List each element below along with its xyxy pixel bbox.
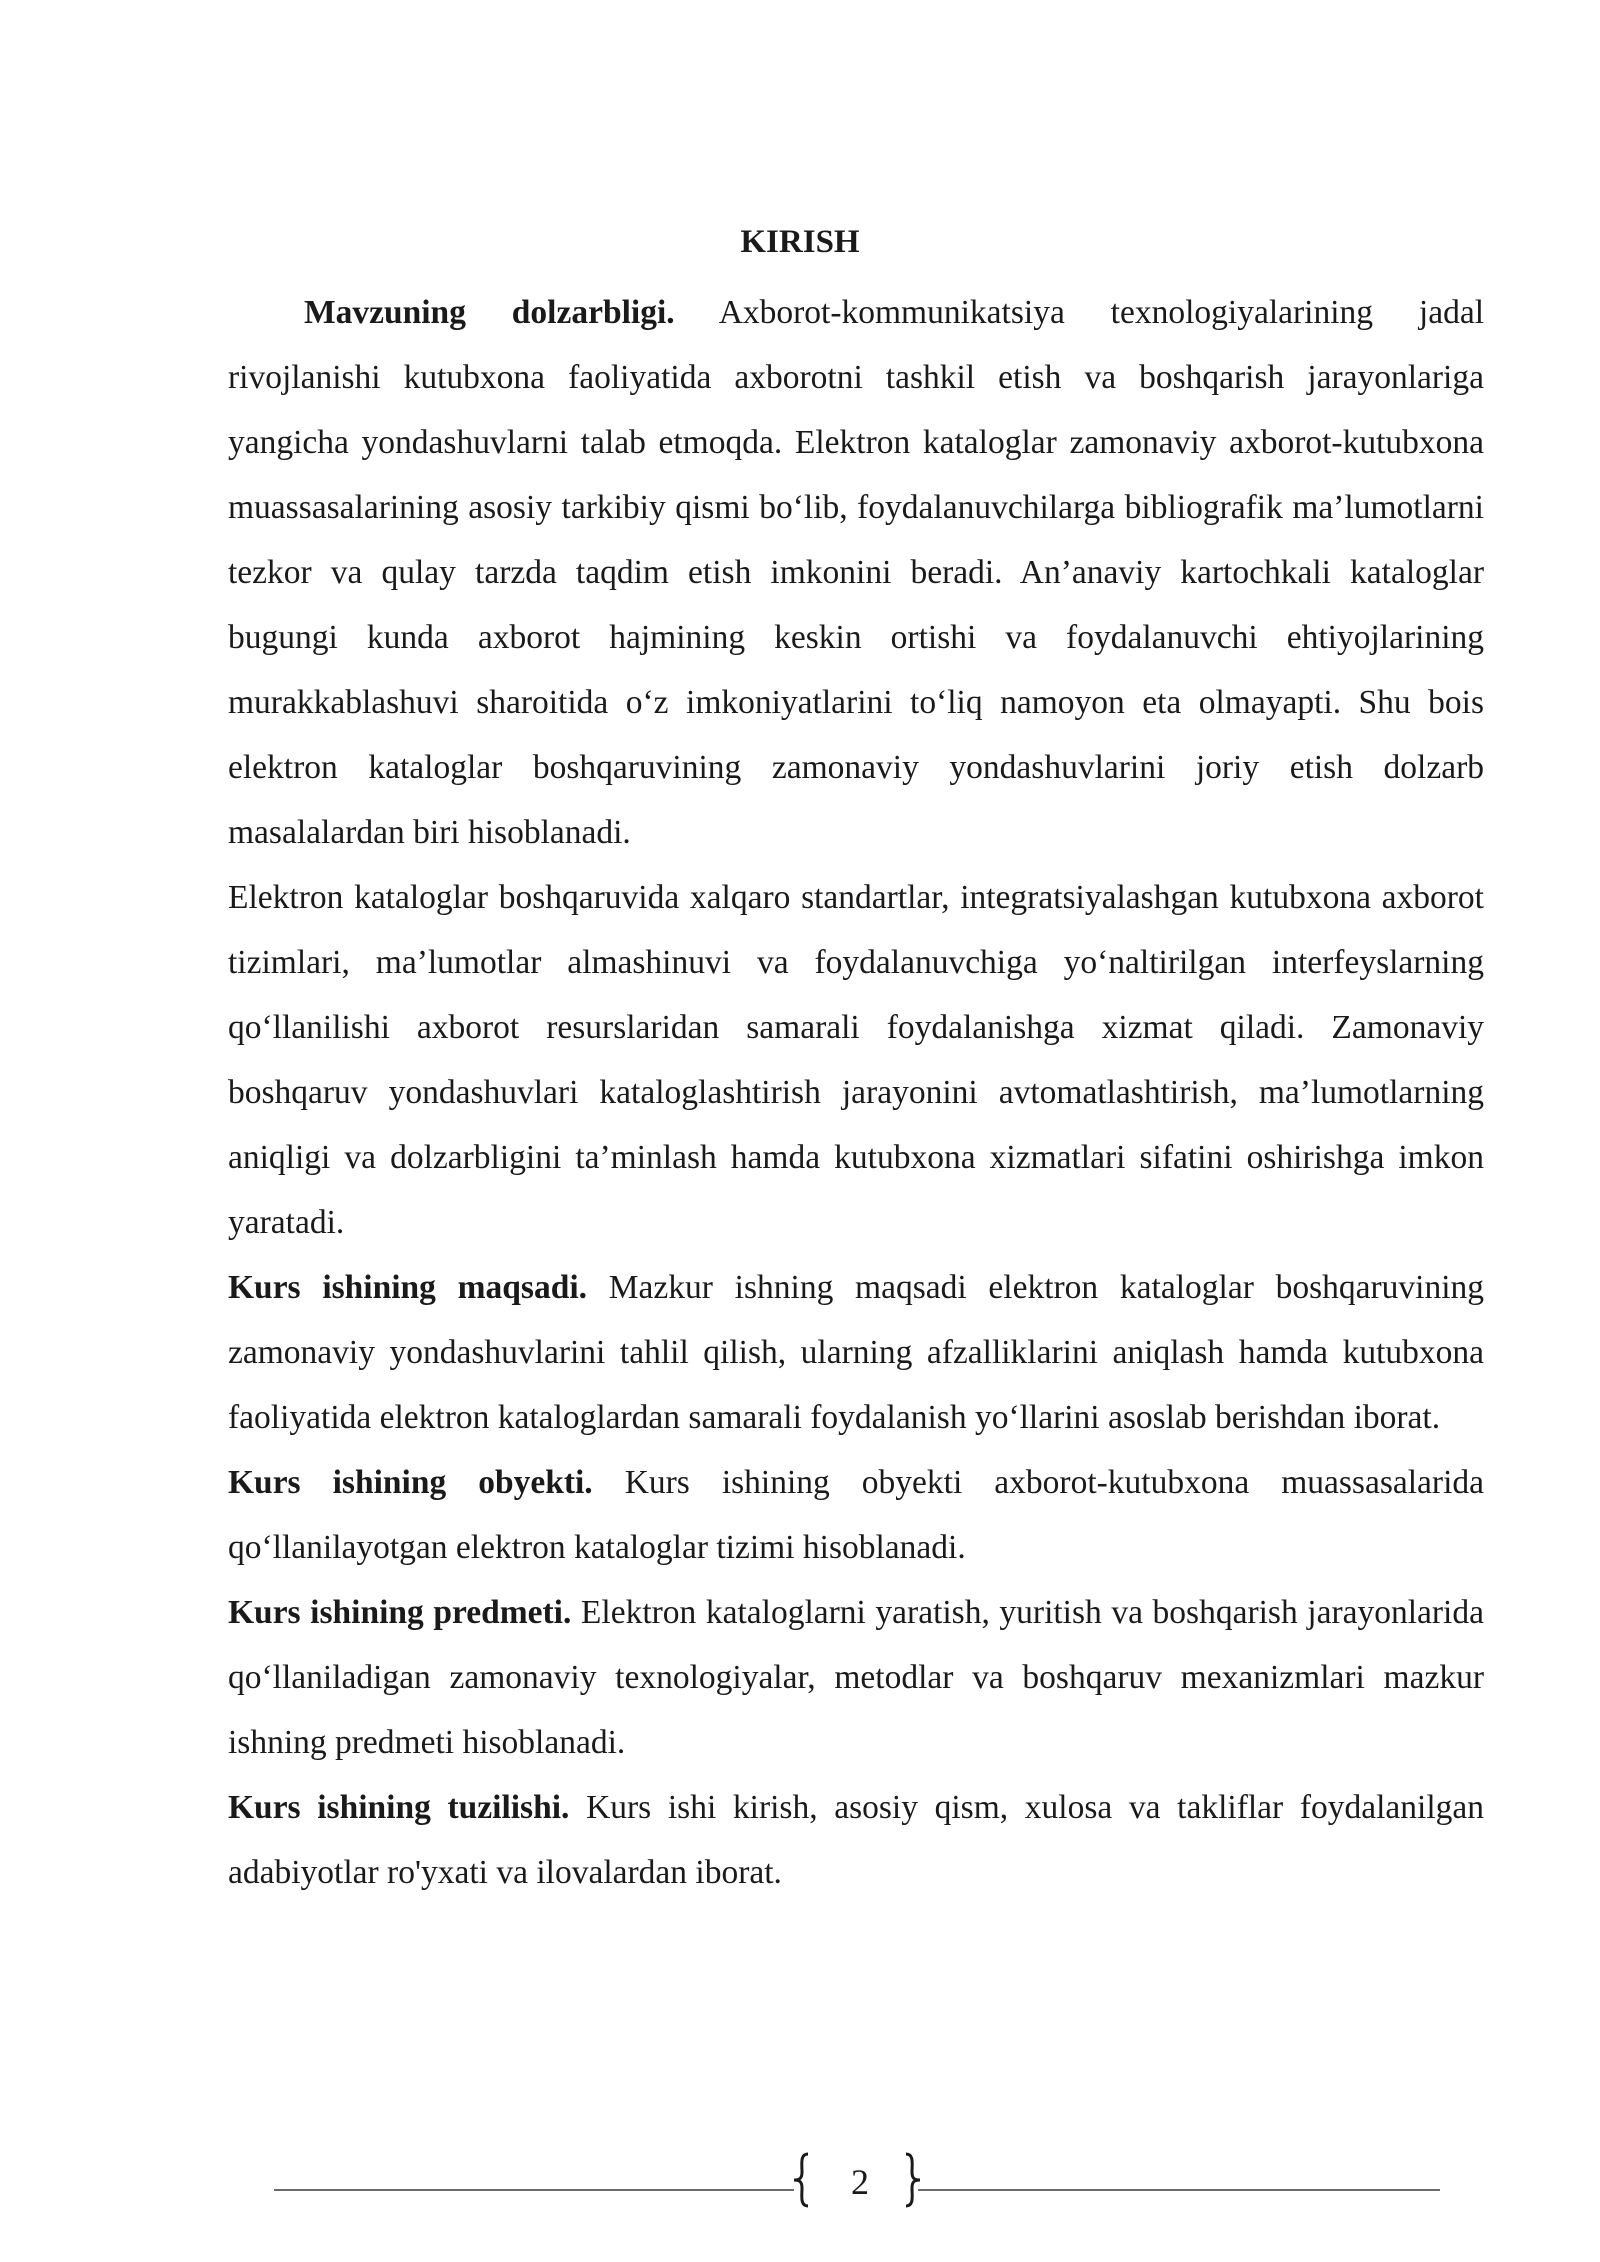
paragraph-relevance bbox=[228, 280, 1484, 865]
paragraph-structure bbox=[228, 1775, 1484, 1905]
body-text bbox=[228, 280, 1484, 1905]
page-number: 2 bbox=[851, 2162, 869, 2202]
page-heading: KIRISH bbox=[740, 224, 860, 260]
paragraph-lead: Kurs ishining obyekti. bbox=[228, 1464, 593, 1501]
left-brace-icon bbox=[790, 2152, 812, 2208]
paragraph-lead: Mavzuning dolzarbligi. bbox=[304, 294, 675, 331]
paragraph-lead: Kurs ishining tuzilishi. bbox=[228, 1789, 570, 1826]
footer-rule-left bbox=[274, 2189, 794, 2191]
paragraph-lead: Kurs ishining maqsadi. bbox=[228, 1269, 588, 1306]
paragraph-text: Kurs ishining obyekti axborot-kutubxona muassasalarida qo‘llanilayotgan elektron kataloglar tizimi hisoblanadi. bbox=[228, 1464, 1484, 1566]
paragraph-subject bbox=[228, 1580, 1484, 1775]
right-brace-icon bbox=[902, 2152, 924, 2208]
paragraph-standards bbox=[228, 865, 1484, 1255]
paragraph-text: Kurs ishi kirish, asosiy qism, xulosa va takliflar foydalanilgan adabiyotlar ro'yxati va ilovalardan iborat. bbox=[228, 1789, 1485, 1891]
paragraph-text: Axborot-kommunikatsiya texnologiyalarining jadal rivojlanishi kutubxona faoliyatida axborotni tashkil etish va boshqarish jarayonlariga yangicha yondashuvlarni talab etmoqda. Elektron kataloglar zamonaviy axborot-kutubxona muassasalarining asosiy tarkibiy qismi bo‘lib, foydalanuvchilarga bibliografik ma’lumotlarni tezkor va qulay tarzda taqdim etish imkonini beradi. An’anaviy kartochkali kataloglar bugungi kunda axborot hajmining keskin ortishi va foydalanuvchi ehtiyojlarining murakkablashuvi sharoitida o‘z imkoniyatlarini to‘liq namoyon eta olmayapti. Shu bois elektron kataloglar boshqaruvining zamonaviy yondashuvlarini joriy etish dolzarb masalalardan biri hisoblanadi. bbox=[228, 294, 1485, 851]
page-footer bbox=[0, 2150, 1600, 2230]
paragraph-text: Elektron kataloglarni yaratish, yuritish va boshqarish jarayonlarida qo‘llaniladigan zamonaviy texnologiyalar, metodlar va boshqaruv mexanizmlari mazkur ishning predmeti hisoblanadi. bbox=[228, 1594, 1484, 1761]
paragraph-text: Mazkur ishning maqsadi elektron kataloglar boshqaruvining zamonaviy yondashuvlarini tahlil qilish, ularning afzalliklarini aniqlash hamda kutubxona faoliyatida elektron kataloglardan samarali foydalanish yo‘llarini asoslab berishdan iborat. bbox=[228, 1269, 1484, 1436]
paragraph-goal bbox=[228, 1255, 1484, 1450]
paragraph-lead: Kurs ishining predmeti. bbox=[228, 1594, 572, 1631]
paragraph-object bbox=[228, 1450, 1484, 1580]
paragraph-text: Elektron kataloglar boshqaruvida xalqaro standartlar, integratsiyalashgan kutubxona axborot tizimlari, ma’lumotlar almashinuvi va foydalanuvchiga yo‘naltirilgan interfeyslarning qo‘llanilishi axborot resurslaridan samarali foydalanishga xizmat qiladi. Zamonaviy boshqaruv yondashuvlari kataloglashtirish jarayonini avtomatlashtirish, ma’lumotlarning aniqligi va dolzarbligini ta’minlash hamda kutubxona xizmatlari sifatini oshirishga imkon yaratadi. bbox=[228, 879, 1484, 1241]
footer-rule-right bbox=[918, 2189, 1440, 2191]
